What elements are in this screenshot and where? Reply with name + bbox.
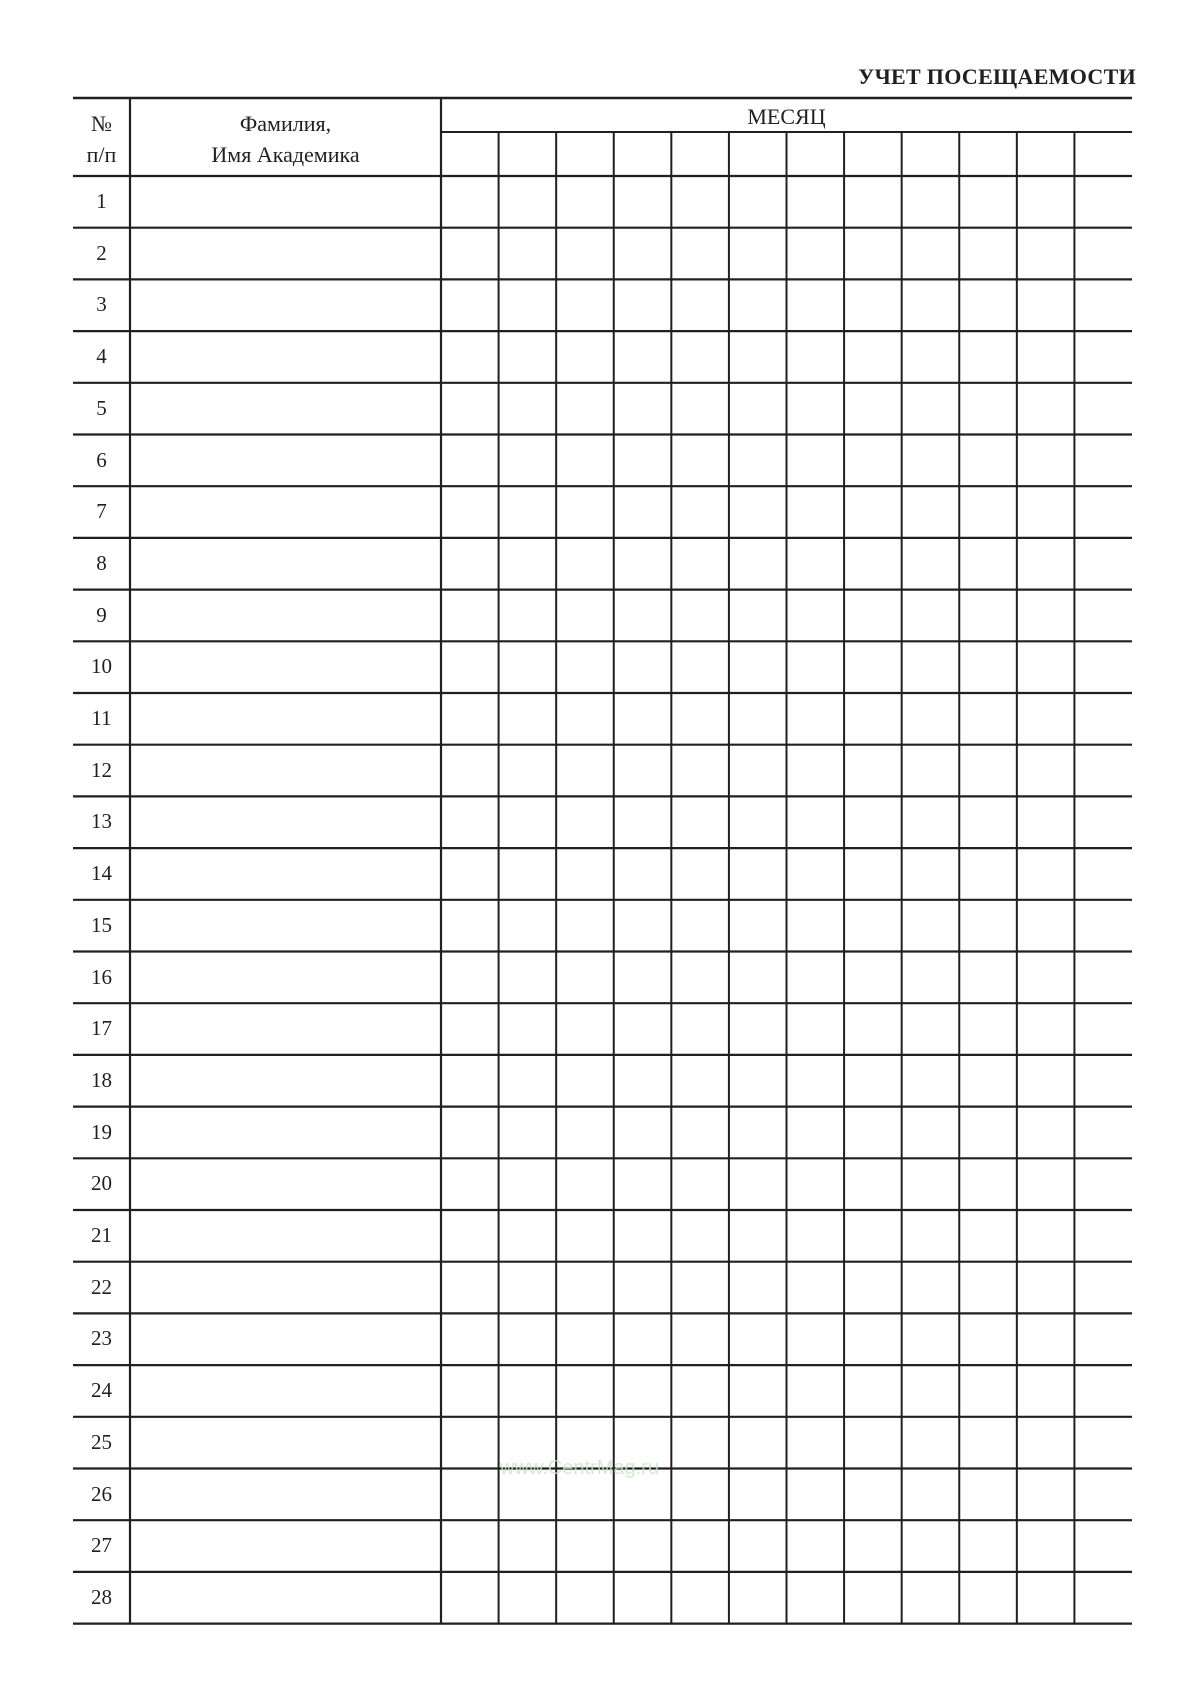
row-number: 23 <box>91 1326 112 1351</box>
row-number: 4 <box>96 344 107 369</box>
row-number: 6 <box>96 447 107 472</box>
header-name-label <box>130 110 441 169</box>
header-number-line2: п/п <box>86 142 117 167</box>
row-number: 22 <box>91 1274 112 1299</box>
row-number: 16 <box>91 964 112 989</box>
row-number: 1 <box>96 189 107 213</box>
row-number: 20 <box>91 1171 112 1196</box>
row-number: 18 <box>91 1067 112 1092</box>
row-number: 9 <box>96 602 107 627</box>
header-number-label <box>73 110 130 169</box>
row-number: 5 <box>96 395 107 420</box>
header-name-line1: Фамилия, <box>239 111 332 136</box>
row-number: 8 <box>96 550 107 575</box>
header-name-line2: Имя Академика <box>211 142 360 167</box>
row-number: 11 <box>91 706 112 730</box>
row-number: 15 <box>91 912 112 937</box>
row-number: 14 <box>91 861 112 886</box>
row-number: 24 <box>91 1378 112 1403</box>
row-number: 19 <box>91 1119 112 1144</box>
row-number: 21 <box>91 1223 112 1247</box>
row-number: 10 <box>91 654 112 679</box>
row-number: 17 <box>91 1016 112 1041</box>
row-number: 26 <box>91 1481 112 1506</box>
row-number: 2 <box>96 240 107 265</box>
watermark-text: www.CentrMag.ru <box>500 1457 659 1479</box>
row-number: 12 <box>91 757 112 782</box>
row-number: 27 <box>91 1533 112 1558</box>
page-title: УЧЕТ ПОСЕЩАЕМОСТИ <box>858 64 1136 89</box>
row-number: 7 <box>96 499 107 524</box>
row-number: 25 <box>91 1429 112 1454</box>
row-number: 28 <box>91 1584 112 1609</box>
header-month-label: МЕСЯЦ <box>747 104 826 129</box>
row-number: 13 <box>91 809 112 834</box>
row-number: 3 <box>96 292 107 317</box>
header-number-line1: № <box>91 111 112 136</box>
